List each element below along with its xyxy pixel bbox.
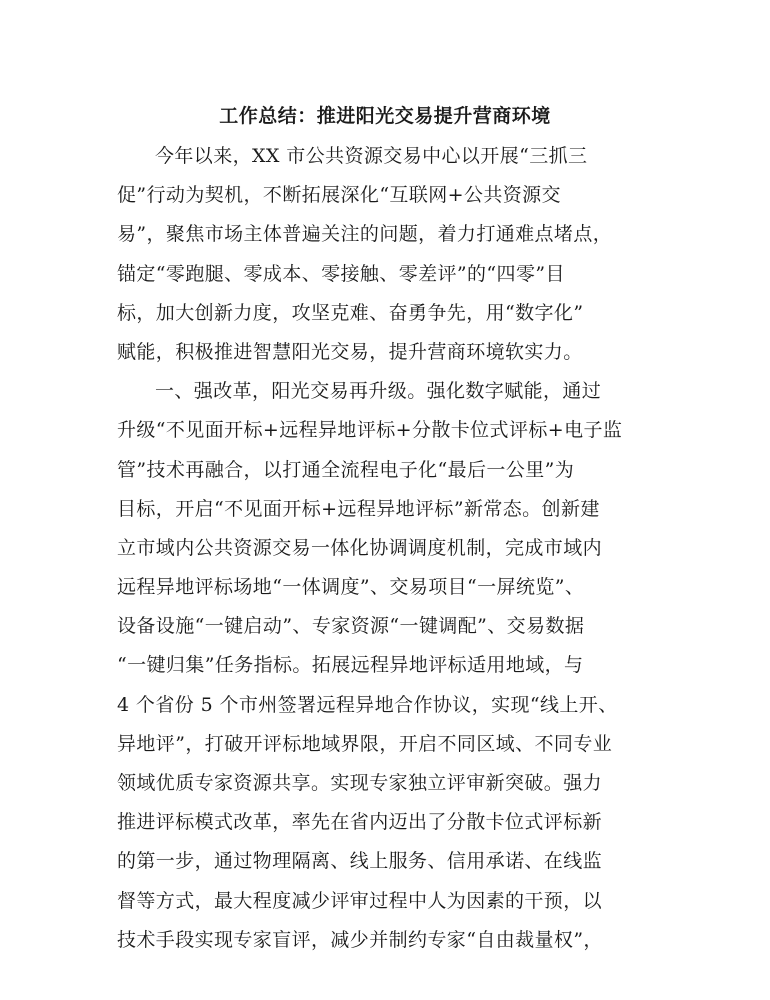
paragraph-intro — [117, 137, 657, 372]
text-line: 设备设施“一键启动”、专家资源“一键调配”、交易数据 — [117, 615, 585, 638]
text-line: 升级“不见面开标+远程异地评标+分散卡位式评标+电子监 — [117, 419, 623, 442]
text-line: 远程异地评标场地“一体调度”、交易项目“一屏统览”、 — [117, 576, 585, 599]
document-title: 工作总结：推进阳光交易提升营商环境 — [219, 105, 551, 127]
text-line: 4 个省份 5 个市州签署远程异地合作协议，实现“线上开、 — [117, 693, 618, 716]
text-line: 目标，开启“不见面开标+远程异地评标”新常态。创新建 — [117, 497, 600, 520]
text-line: 今年以来，XX 市公共资源交易中心以开展“三抓三 — [155, 145, 588, 167]
text-line: 促”行动为契机，不断拓展深化“互联网+公共资源交 — [117, 184, 561, 207]
document-body — [117, 137, 657, 960]
text-line: 督等方式，最大程度减少评审过程中人为因素的干预，以 — [117, 889, 603, 912]
text-line: 异地评”，打破开评标地域界限，开启不同区域、不同专业 — [117, 732, 613, 755]
text-line: 技术手段实现专家盲评，减少并制约专家“自由裁量权”， — [117, 928, 603, 951]
text-line: 的第一步，通过物理隔离、线上服务、信用承诺、在线监 — [117, 850, 603, 873]
text-line: 一、强改革，阳光交易再升级。强化数字赋能，通过 — [155, 380, 602, 403]
text-line: 立市域内公共资源交易一体化协调调度机制，完成市域内 — [117, 536, 603, 559]
paragraph-section-one — [117, 372, 657, 960]
text-line: 锚定“零跑腿、零成本、零接触、零差评”的“四零”目 — [117, 262, 565, 285]
text-line: 推进评标模式改革，率先在省内迈出了分散卡位式评标新 — [117, 811, 603, 834]
text-line: 易”，聚焦市场主体普遍关注的问题，着力打通难点堵点， — [117, 223, 613, 246]
text-line: 赋能，积极推进智慧阳光交易，提升营商环境软实力。 — [117, 340, 583, 363]
text-line: 标，加大创新力度，攻坚克难、奋勇争先，用“数字化” — [117, 301, 584, 324]
text-line: “一键归集”任务指标。拓展远程异地评标适用地域，与 — [117, 654, 584, 677]
text-line: 管”技术再融合，以打通全流程电子化“最后一公里”为 — [117, 458, 575, 481]
text-line: 领域优质专家资源共享。实现专家独立评审新突破。强力 — [117, 772, 603, 794]
